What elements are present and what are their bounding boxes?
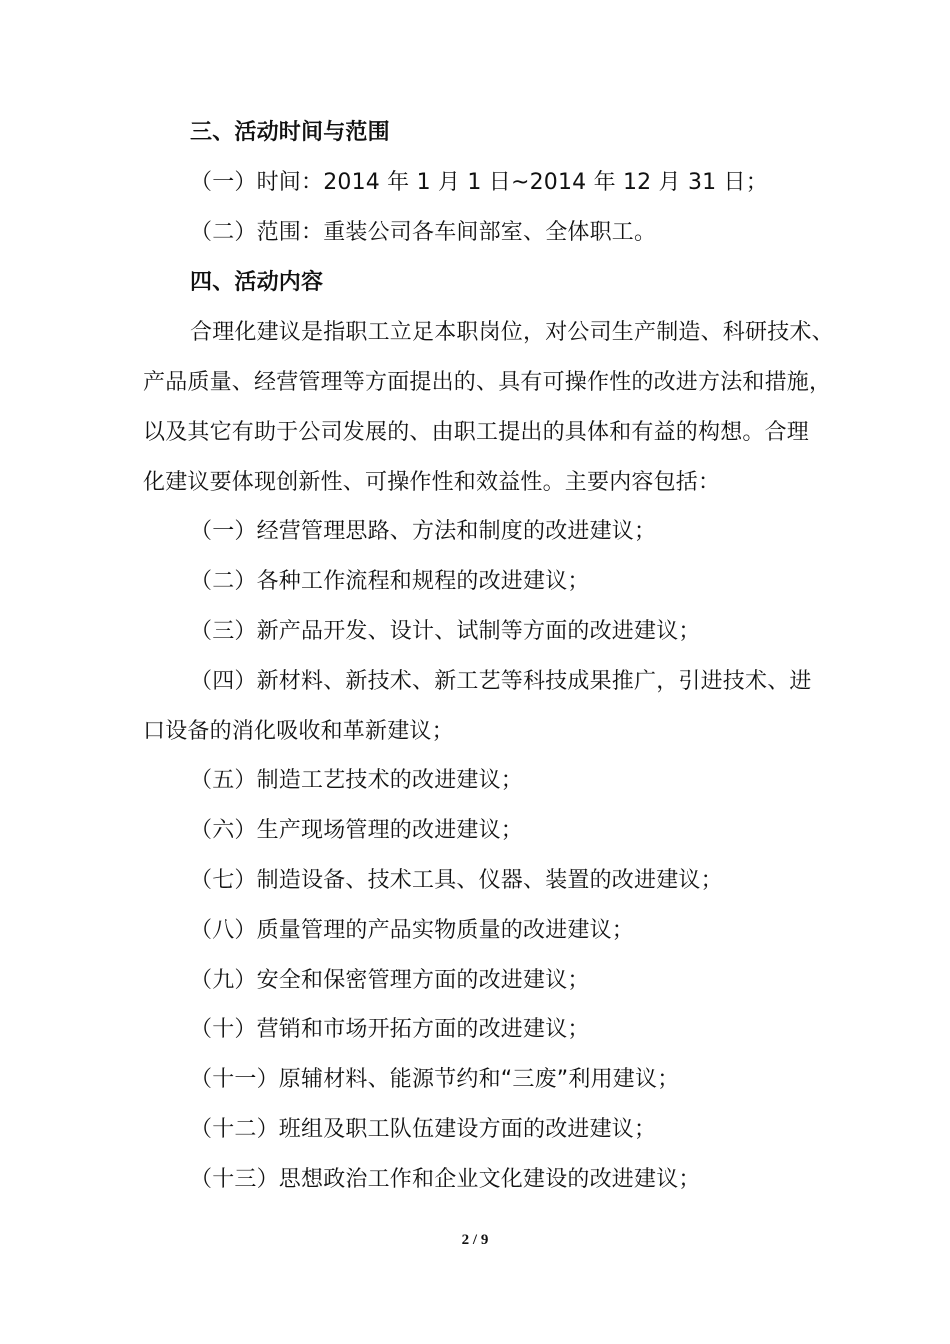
list-item: （十一）原辅材料、能源节约和“三废”利用建议； <box>190 1067 680 1092</box>
list-item: （三）新产品开发、设计、试制等方面的改进建议； <box>190 619 701 644</box>
list-item: （五）制造工艺技术的改进建议； <box>190 768 524 793</box>
list-item: （十三）思想政治工作和企业文化建设的改进建议； <box>190 1167 701 1192</box>
paragraph-line: 以及其它有助于公司发展的、由职工提出的具体和有益的构想。合理 <box>143 420 810 445</box>
list-item: （四）新材料、新技术、新工艺等科技成果推广，引进技术、进 <box>190 669 812 694</box>
section-3-heading: 三、活动时间与范围 <box>190 120 390 145</box>
page-number: 2 / 9 <box>461 1232 489 1248</box>
paragraph-line: 产品质量、经营管理等方面提出的、具有可操作性的改进方法和措施， <box>143 370 832 395</box>
list-item: （十）营销和市场开拓方面的改进建议； <box>190 1017 590 1042</box>
list-item: （九）安全和保密管理方面的改进建议； <box>190 968 590 993</box>
list-item: （六）生产现场管理的改进建议； <box>190 818 524 843</box>
time-line: （一）时间：2014 年 1 月 1 日~2014 年 12 月 31 日； <box>190 170 768 195</box>
list-item: （一）经营管理思路、方法和制度的改进建议； <box>190 519 657 544</box>
list-item: （七）制造设备、技术工具、仪器、装置的改进建议； <box>190 868 723 893</box>
scope-line: （二）范围：重装公司各车间部室、全体职工。 <box>190 220 657 245</box>
list-item: （二）各种工作流程和规程的改进建议； <box>190 569 590 594</box>
paragraph-line: 合理化建议是指职工立足本职岗位，对公司生产制造、科研技术、 <box>190 320 834 345</box>
list-item: （八）质量管理的产品实物质量的改进建议； <box>190 918 635 943</box>
paragraph-line: 化建议要体现创新性、可操作性和效益性。主要内容包括： <box>143 470 721 495</box>
section-4-heading: 四、活动内容 <box>190 270 324 295</box>
list-item-continuation: 口设备的消化吸收和革新建议； <box>143 719 454 744</box>
list-item: （十二）班组及职工队伍建设方面的改进建议； <box>190 1117 657 1142</box>
